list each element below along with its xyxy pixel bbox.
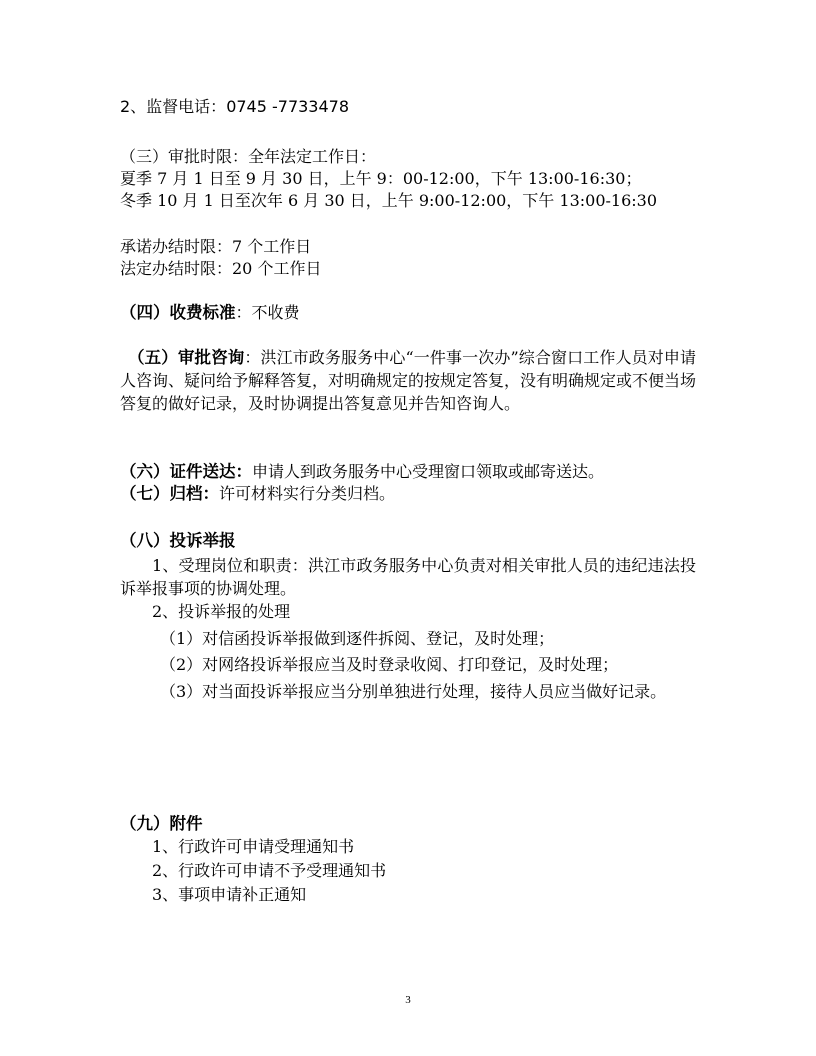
section-8-item-1: 1、受理岗位和职责：洪江市政务服务中心负责对相关审批人员的违纪违法投诉举报事项的协调处理。 [120,556,696,598]
attachment-item-1: 1、行政许可申请受理通知书 [152,837,355,856]
section-3-heading: （三）审批时限 [120,147,233,166]
attachment-item-3: 3、事项申请补正通知 [152,885,307,904]
section-8-sub-1: （1）对信函投诉举报做到逐件拆阅、登记，及时处理； [160,629,555,648]
section-8-sub-3: （3）对当面投诉举报应当分别单独进行处理，接待人员应当做好记录。 [160,682,667,701]
section-6-line [120,461,604,483]
section-8-heading: （八）投诉举报 [120,531,236,550]
section-8-sub-2: （2）对网络投诉举报应当及时登录收阅、打印登记，及时处理； [160,655,619,674]
section-4-text: ：不收费 [235,303,300,322]
page-number: 3 [405,994,411,1006]
section-7-line [120,483,395,505]
supervision-phone-number: 0745 -7733478 [226,97,350,116]
section-4-line [120,302,300,324]
supervision-phone-label: 2、监督电话： [120,97,227,116]
attachment-item-2: 2、行政许可申请不予受理通知书 [152,861,387,880]
section-3-heading-line [120,146,376,168]
section-5-heading: （五）审批咨询 [128,348,245,367]
section-6-text: 申请人到政务服务中心受理窗口领取或邮寄送达。 [252,462,605,481]
section-7-text: 许可材料实行分类归档。 [219,484,396,503]
section-4-heading: （四）收费标准 [120,303,236,322]
legal-time-limit: 法定办结时限：20 个工作日 [120,259,322,278]
section-6-heading: （六）证件送达： [120,462,252,481]
winter-hours: 冬季 10 月 1 日至次年 6 月 30 日，上午 9:00-12:00，下午 13:00-16:30 [120,191,658,210]
section-5-text: ：洪江市政务服务中心“一件事一次办”综合窗口工作人员对申请人咨询、疑问给予解释答复，对明确规定的按规定答复，没有明确规定或不便当场答复的做好记录，及时协调提出答复意见并告知咨询人。 [120,348,697,413]
section-3-heading-suffix: ：全年法定工作日： [232,147,377,166]
section-8-item-2: 2、投诉举报的处理 [152,602,291,621]
summer-hours: 夏季 7 月 1 日至 9 月 30 日，上午 9：00-12:00，下午 13:00-16:30； [120,169,642,188]
supervision-phone-line [120,96,349,118]
promised-time-limit: 承诺办结时限：7 个工作日 [120,237,312,256]
section-7-heading: （七）归档： [120,484,219,503]
section-9-heading: （九）附件 [120,814,203,833]
section-5-paragraph [120,346,696,415]
